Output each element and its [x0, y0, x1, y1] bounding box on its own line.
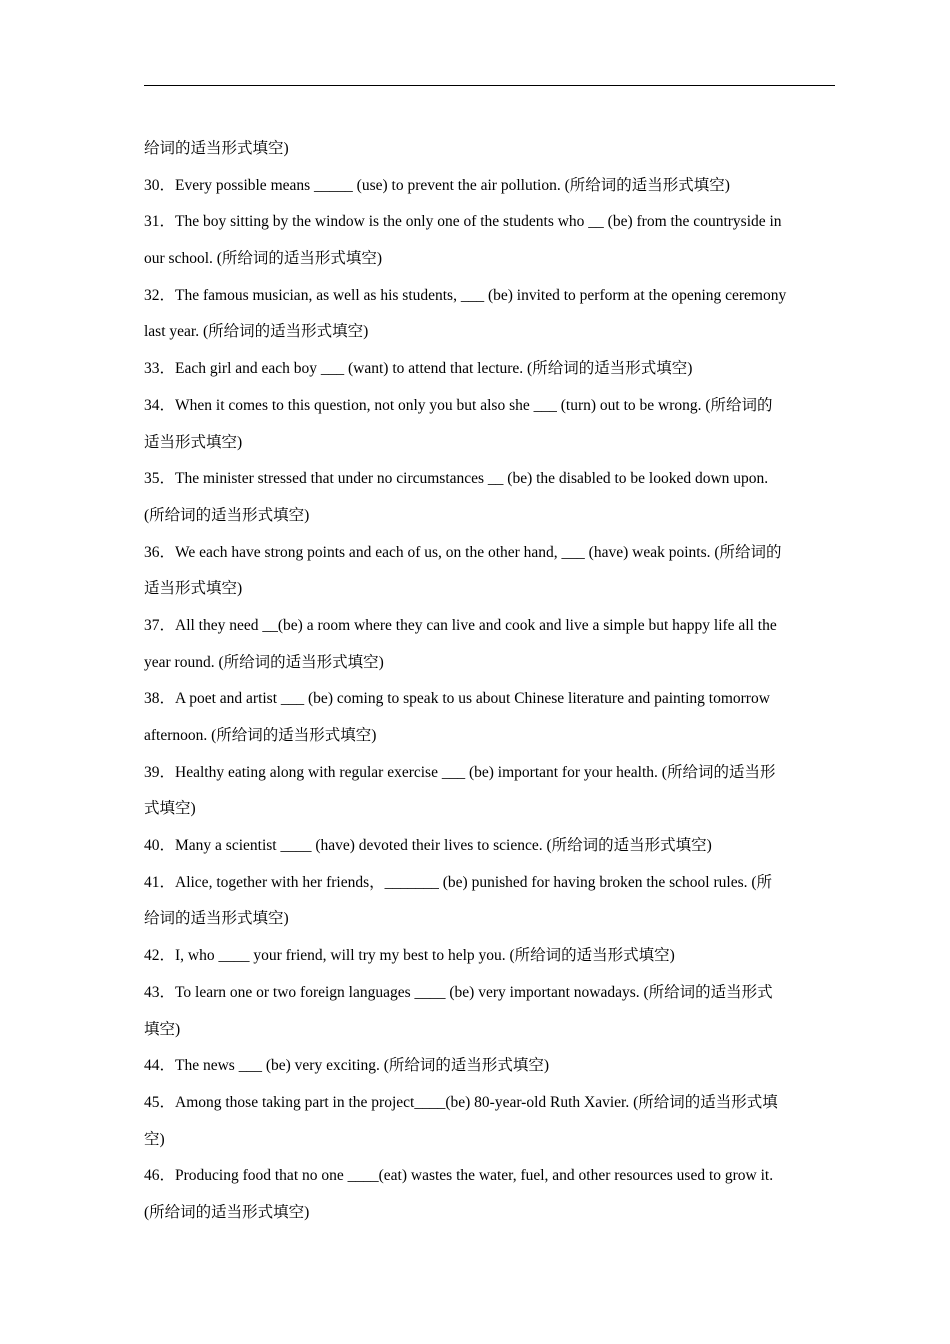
question-45-cont: 空) — [144, 1130, 165, 1148]
question-35-cont: (所给词的适当形式填空) — [144, 506, 310, 524]
question-34: 34．When it comes to this question, not only you but also she ___ (turn) out to be wrong. (所给词的 — [144, 396, 773, 414]
question-38: 38．A poet and artist ___ (be) coming to speak to us about Chinese literature and painting tomorrow — [144, 690, 770, 708]
question-44: 44．The news ___ (be) very exciting. (所给词的适当形式填空) — [144, 1057, 550, 1075]
question-46-cont: (所给词的适当形式填空) — [144, 1203, 310, 1221]
question-39-cont: 式填空) — [144, 800, 196, 818]
question-42: 42．I, who ____ your friend, will try my best to help you. (所给词的适当形式填空) — [144, 947, 675, 965]
question-36: 36．We each have strong points and each of us, on the other hand, ___ (have) weak points. (所给词的 — [144, 543, 782, 561]
question-36-cont: 适当形式填空) — [144, 580, 243, 598]
question-37: 37．All they need __(be) a room where they can live and cook and live a simple but happy life all the — [144, 616, 777, 634]
question-41: 41．Alice, together with her friends，_______ (be) punished for having broken the school rules. (所 — [144, 873, 773, 891]
question-37-cont: year round. (所给词的适当形式填空) — [144, 653, 384, 671]
question-32-cont: last year. (所给词的适当形式填空) — [144, 323, 369, 341]
question-43-cont: 填空) — [144, 1020, 181, 1038]
question-31-cont: our school. (所给词的适当形式填空) — [144, 250, 383, 268]
question-46: 46．Producing food that no one ____(eat) wastes the water, fuel, and other resources used to grow it. — [144, 1167, 774, 1185]
question-45: 45．Among those taking part in the project____(be) 80-year-old Ruth Xavier. (所给词的适当形式填 — [144, 1093, 778, 1111]
question-30: 30．Every possible means _____ (use) to prevent the air pollution. (所给词的适当形式填空) — [144, 176, 730, 194]
question-32: 32．The famous musician, as well as his students, ___ (be) invited to perform at the opening ceremony — [144, 286, 787, 304]
question-38-cont: afternoon. (所给词的适当形式填空) — [144, 727, 377, 744]
question-34-cont: 适当形式填空) — [144, 433, 243, 451]
question-39: 39．Healthy eating along with regular exercise ___ (be) important for your health. (所给词的适当形 — [144, 763, 776, 781]
question-31: 31．The boy sitting by the window is the only one of the students who __ (be) from the countryside in — [144, 213, 782, 231]
question-40: 40．Many a scientist ____ (have) devoted their lives to science. (所给词的适当形式填空) — [144, 837, 712, 855]
question-43: 43．To learn one or two foreign languages ____ (be) very important nowadays. (所给词的适当形式 — [144, 983, 773, 1001]
exercise-text — [144, 131, 836, 1232]
header-rule — [144, 85, 835, 86]
text-line: 给词的适当形式填空) — [144, 140, 289, 157]
question-41-cont: 给词的适当形式填空) — [144, 910, 289, 928]
question-35: 35．The minister stressed that under no circumstances __ (be) the disabled to be looked down upon. — [144, 470, 769, 488]
question-33: 33．Each girl and each boy ___ (want) to attend that lecture. (所给词的适当形式填空) — [144, 360, 693, 378]
